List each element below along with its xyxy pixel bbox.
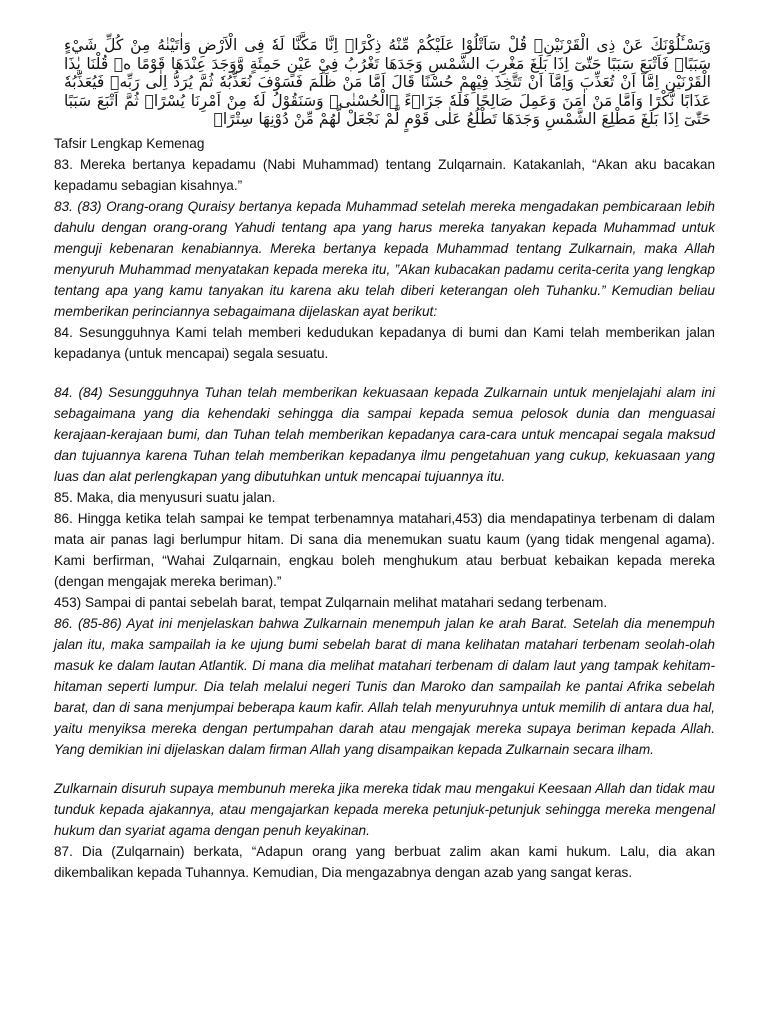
source-heading: Tafsir Lengkap Kemenag [54,135,205,151]
paragraph-gap [54,760,715,778]
arabic-verse: وَيَسْـَٔلُوْنَكَ عَنْ ذِى الْقَرْنَيْنِۗ قُلْ سَاَتْلُوْا عَلَيْكُمْ مِّنْهُ ذِكْرًاۗ اِنَّا مَكَّنَّا لَهٗ فِى الْاَرْضِ وَاٰتَيْنٰهُ مِنْ كُلِّ شَيْءٍ سَبَبًاۙ فَاَتْبَعَ سَبَبًا حَتّٰىٓ اِذَا بَلَغَ مَغْرِبَ الشَّمْسِ وَجَدَهَا تَغْرُبُ فِيْ عَيْنٍ حَمِئَةٍ وَّوَجَدَ عِنْدَهَا قَوْمًا ەۗ قُلْنَا يٰذَا الْقَرْنَيْنِ اِمَّآ اَنْ تُعَذِّبَ وَاِمَّآ اَنْ تَتَّخِذَ فِيْهِمْ حُسْنًا قَالَ اَمَّا مَنْ ظَلَمَ فَسَوْفَ نُعَذِّبُهٗ ثُمَّ يُرَدُّ اِلٰى رَبِّهٖ فَيُعَذِّبُهٗ عَذَابًا نُّكْرًا وَاَمَّا مَنْ اٰمَنَ وَعَمِلَ صَالِحًا فَلَهٗ جَزَاۤءً ۨالْحُسْنٰىۚ وَسَنَقُوْلُ لَهٗ مِنْ اَمْرِنَا يُسْرًاۗ ثُمَّ اَتْبَعَ سَبَبًا حَتّٰىٓ اِذَا بَلَغَ مَطْلِعَ الشَّمْسِ وَجَدَهَا تَطْلُعُ عَلٰى قَوْمٍ لَّمْ نَجْعَلْ لَّهُمْ مِّنْ دُوْنِهَا سِتْرًاۙ [64,36,711,128]
translation-85: 85. Maka, dia menyusuri suatu jalan. [54,489,276,505]
translation-87: 87. Dia (Zulqarnain) berkata, “Adapun orang yang berbuat zalim akan kami hukum. Lalu, dia akan dikembalikan kepada Tuhannya. Kemudian, Dia mengazabnya dengan azab yang sangat keras. [54,843,715,880]
translation-84: 84. Sesungguhnya Kami telah memberi kedudukan kepadanya di bumi dan Kami telah memberikan jalan kepadanya (untuk mencapai) segala sesuatu. [54,324,715,361]
footnote-453: 453) Sampai di pantai sebelah barat, tempat Zulqarnain melihat matahari sedang terbenam. [54,594,608,610]
paragraph-gap [54,364,715,382]
tafsir-85-86: 86. (85-86) Ayat ini menjelaskan bahwa Zulkarnain menempuh jalan ke arah Barat. Setelah dia menempuh jalan itu, maka sampailah ia ke ujung bumi sebelah barat di mana kelihatan matahari terbenam seolah-olah masuk ke dalam lautan Atlantik. Di mana dia melihat matahari terbenam di dalam laut yang tampak kehitam-hitaman seperti lumpur. Dia telah melalui negeri Tunis dan Maroko dan sampailah ke pantai Afrika sebelah barat, dan di sana menjumpai beberapa kaum kafir. Allah telah menyuruhnya untuk memilih di antara dua hal, yaitu menyiksa mereka dengan pertumpahan darah atau mengajak mereka supaya beriman kepada Allah. Yang demikian ini dijelaskan dalam firman Allah yang disampaikan kepada Zulkarnain secara ilham. [54,615,715,757]
tafsir-86-continued: Zulkarnain disuruh supaya membunuh mereka jika mereka tidak mau mengakui Keesaan Allah dan tidak mau tunduk kepada ajakannya, atau mengajarkan kepada mereka petunjuk-petunjuk sehingga mereka mengenal hukum dan syariat agama dengan penuh keyakinan. [54,780,715,838]
tafsir-83: 83. (83) Orang-orang Quraisy bertanya kepada Muhammad setelah mereka mengadakan pembicaraan lebih dahulu dengan orang-orang Yahudi tentang apa yang harus mereka tanyakan kepada Muhammad untuk menguji kebenaran kenabiannya. Mereka bertanya kepada Muhammad tentang Zulkarnain, maka Allah menyuruh Muhammad menyatakan kepada mereka itu, ”Akan kubacakan padamu cerita-cerita yang lengkap tentang apa yang kamu tanyakan itu karena aku telah diberi keterangan oleh Tuhanku.” Kemudian beliau memberikan perinciannya sebagaimana dijelaskan ayat berikut: [54,198,715,319]
translation-83: 83. Mereka bertanya kepadamu (Nabi Muhammad) tentang Zulqarnain. Katakanlah, “Akan aku bacakan kepadamu sebagian kisahnya.” [54,156,715,193]
tafsir-84: 84. (84) Sesungguhnya Tuhan telah memberikan kekuasaan kepada Zulkarnain untuk menjelajahi alam ini sebagaimana yang dia kehendaki sehingga dia sampai kepada semua pelosok dunia dan menguasai kerajaan-kerajaan bumi, dan Tuhan telah memberikan kepadanya cara-cara untuk mencapai segala maksud dan tujuannya karena Tuhan telah memberikan kepadanya ilmu pengetahuan yang cukup, kekuasaan yang luas dan alat perlengkapan yang dibutuhkan untuk mencapai tujuannya itu. [54,384,715,484]
translation-86: 86. Hingga ketika telah sampai ke tempat terbenamnya matahari,453) dia mendapatinya terbenam di dalam mata air panas lagi berlumpur hitam. Di sana dia menemukan suatu kaum (yang tidak mengenal agama). Kami berfirman, “Wahai Zulqarnain, engkau boleh menghukum atau berbuat kebaikan kepada mereka (dengan mengajak mereka beriman).” [54,510,715,589]
